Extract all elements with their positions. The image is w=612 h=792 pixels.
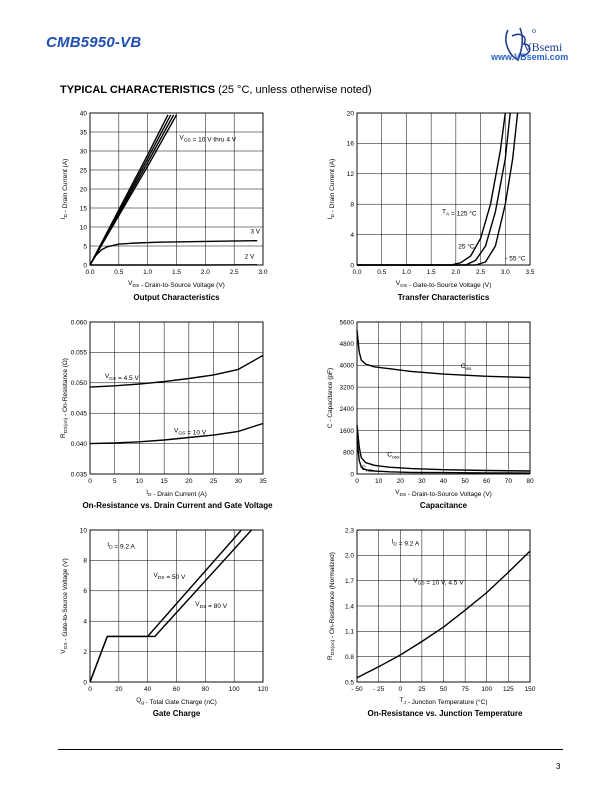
y-tick-label: 3200	[339, 384, 354, 392]
x-tick-label: 30	[234, 478, 242, 485]
series-label: $V_{GS} = 10$ V	[174, 427, 207, 437]
y-tick-label: 2.0	[344, 552, 354, 560]
y-tick-label: 16	[346, 140, 354, 148]
series-label: $V_{DS} = 80$ V	[195, 601, 228, 610]
x-tick-label: 0.0	[85, 269, 95, 276]
x-tick-label: 50	[439, 686, 448, 693]
y-tick-label: 10	[79, 224, 87, 232]
y-axis-label: $V_{GS}$ - Gate-to-Source Voltage (V)	[60, 558, 69, 654]
annotation-label: $I_D = 9.2$ A	[107, 541, 135, 551]
series-label: $C_{rss}$	[361, 464, 373, 474]
y-axis-label: C - Capacitance (pF)	[327, 367, 334, 429]
x-tick-label: 70	[504, 478, 512, 485]
x-axis-label: $V_{DS}$ - Drain-to-Source Voltage (V)	[395, 489, 492, 498]
y-axis-label: $R_{DS(on)}$ - On-Resistance (Normalized)	[327, 552, 336, 660]
x-tick-label: 2.0	[451, 269, 461, 276]
y-tick-label: 25	[79, 167, 87, 175]
y-axis-label: $R_{DS(on)}$ - On-Resistance (Ω)	[60, 358, 69, 438]
y-tick-label: 8	[350, 201, 354, 209]
x-tick-label: 0	[355, 478, 359, 485]
x-tick-label: 10	[375, 478, 383, 485]
y-tick-label: 4	[83, 618, 87, 626]
x-tick-label: 150	[524, 686, 536, 693]
x-tick-label: 60	[483, 478, 491, 485]
y-tick-label: 10	[79, 527, 87, 535]
series-label: $V_{GS} = 10$ V thru 4 V	[179, 134, 237, 144]
x-tick-label: 50	[461, 478, 469, 485]
y-tick-label: 20	[346, 110, 354, 118]
x-tick-label: 1.0	[401, 269, 411, 276]
y-tick-label: 5600	[339, 319, 354, 327]
y-tick-label: 0.5	[344, 679, 354, 687]
x-tick-label: 20	[115, 686, 123, 693]
y-tick-label: 0	[350, 262, 354, 270]
x-tick-label: 2.5	[229, 269, 239, 276]
chart-title-capacitance: Capacitance	[419, 501, 468, 510]
chart-title-tj: On-Resistance vs. Junction Temperature	[367, 709, 523, 718]
x-tick-label: 15	[160, 478, 168, 485]
y-tick-label: 20	[79, 186, 87, 194]
x-tick-label: 80	[526, 478, 534, 485]
x-tick-label: 3.5	[525, 269, 535, 276]
x-tick-label: 2.0	[200, 269, 210, 276]
chart-title-transfer: Transfer Characteristics	[397, 293, 490, 302]
y-tick-label: 2	[83, 648, 87, 656]
y-tick-label: 8	[83, 557, 87, 565]
x-tick-label: 25	[209, 478, 218, 485]
series-label: 3 V	[250, 228, 261, 236]
series-label: $V_{DS} = 50$ V	[153, 572, 186, 582]
x-tick-label: 0	[88, 478, 92, 485]
x-tick-label: 10	[135, 478, 144, 485]
x-tick-label: 3.0	[500, 269, 510, 276]
y-tick-label: 15	[79, 205, 87, 213]
x-tick-label: 35	[259, 478, 267, 485]
y-tick-label: 0	[83, 679, 87, 687]
footer-divider	[58, 749, 563, 750]
y-tick-label: 1.1	[344, 628, 354, 636]
x-tick-label: - 25	[373, 686, 385, 693]
y-tick-label: 0.050	[70, 380, 87, 388]
x-axis-label: $T_J$ - Junction Temperature (°C)	[399, 697, 488, 706]
y-tick-label: 0.060	[70, 319, 87, 327]
x-tick-label: 0.5	[114, 269, 124, 276]
y-axis-label: $I_D$ - Drain Current (A)	[327, 158, 336, 220]
x-tick-label: 2.5	[476, 269, 486, 276]
x-tick-label: 80	[201, 686, 209, 693]
x-tick-label: 5	[112, 478, 117, 485]
series-label: $C_{iss}$	[460, 363, 472, 373]
x-tick-label: 3.0	[258, 269, 268, 276]
x-tick-label: 20	[396, 478, 404, 485]
x-tick-label: 40	[439, 478, 448, 485]
series-label: $V_{GS} = 4.5$ V	[104, 372, 139, 382]
x-tick-label: 125	[502, 686, 514, 693]
x-tick-label: 0	[398, 686, 403, 693]
x-tick-label: 75	[461, 686, 469, 693]
y-tick-label: 0.8	[344, 653, 354, 661]
y-tick-label: 30	[79, 148, 87, 156]
y-tick-label: 0.055	[70, 349, 87, 357]
annotation-label: $I_D = 9.2$ A	[391, 538, 420, 548]
x-tick-label: 1.0	[143, 269, 153, 276]
x-tick-label: 0.5	[377, 269, 387, 276]
y-tick-label: 4	[350, 231, 354, 239]
series-label: - 55 °C	[505, 255, 526, 263]
y-tick-label: 0	[83, 262, 87, 270]
y-tick-label: 4000	[339, 362, 354, 370]
part-number: CMB5950-VB	[46, 34, 142, 51]
series-label: 25 °C	[458, 243, 475, 251]
x-tick-label: 0.0	[352, 269, 362, 276]
page-number: 3	[556, 762, 561, 771]
x-tick-label: 0	[88, 686, 92, 693]
series-label: $V_{GS} = 10$ V, 4.5 V	[413, 577, 464, 587]
x-axis-label: $Q_g$ - Total Gate Charge (nC)	[136, 697, 217, 706]
x-tick-label: 1.5	[426, 269, 436, 276]
series-label: 2 V	[244, 253, 255, 261]
y-tick-label: 4800	[339, 341, 354, 349]
x-tick-label: 60	[172, 686, 181, 693]
y-tick-label: 2400	[339, 406, 354, 414]
y-tick-label: 0	[350, 471, 354, 479]
series-label: $T_A = 125$ °C	[442, 208, 477, 218]
chart-title-onres: On-Resistance vs. Drain Current and Gate Voltage	[82, 501, 273, 510]
section-subtitle: (25 °C, unless otherwise noted)	[218, 84, 372, 96]
x-tick-label: 1.5	[171, 269, 182, 276]
section-title: TYPICAL CHARACTERISTICS	[60, 84, 216, 96]
x-axis-label: $V_{DS}$ - Drain-to-Source Voltage (V)	[128, 280, 225, 289]
y-tick-label: 1.4	[344, 603, 354, 611]
y-tick-label: 40	[79, 110, 87, 118]
x-tick-label: 30	[418, 478, 426, 485]
y-tick-label: 800	[343, 449, 354, 457]
x-axis-label: $I_D$ - Drain Current (A)	[146, 489, 207, 498]
y-tick-label: 1.7	[344, 577, 354, 585]
y-tick-label: 5	[83, 243, 87, 251]
y-axis-label: $I_D$ - Drain Current (A)	[60, 158, 69, 220]
y-tick-label: 12	[346, 171, 354, 179]
chart-title-output: Output Characteristics	[133, 293, 220, 302]
x-tick-label: 100	[228, 686, 240, 693]
x-tick-label: 40	[144, 686, 152, 693]
series-label: $C_{oss}$	[387, 451, 400, 461]
chart-title-gate: Gate Charge	[152, 709, 201, 718]
y-tick-label: 2.3	[344, 527, 354, 535]
y-tick-label: 0.040	[70, 440, 87, 448]
brand-name: VBsemi	[523, 40, 563, 54]
x-tick-label: 120	[257, 686, 269, 693]
x-tick-label: - 50	[351, 686, 363, 693]
x-tick-label: 20	[185, 478, 193, 485]
y-tick-label: 6	[83, 588, 87, 596]
y-tick-label: 0.035	[70, 471, 87, 479]
x-tick-label: 100	[481, 686, 493, 693]
x-axis-label: $V_{GS}$ - Gate-to-Source Voltage (V)	[395, 280, 492, 289]
y-tick-label: 35	[79, 129, 87, 137]
brand-url[interactable]: www.VBsemi.com	[491, 52, 569, 62]
y-tick-label: 0.045	[70, 410, 87, 418]
y-tick-label: 1600	[339, 427, 354, 435]
x-tick-label: 25	[418, 686, 426, 693]
